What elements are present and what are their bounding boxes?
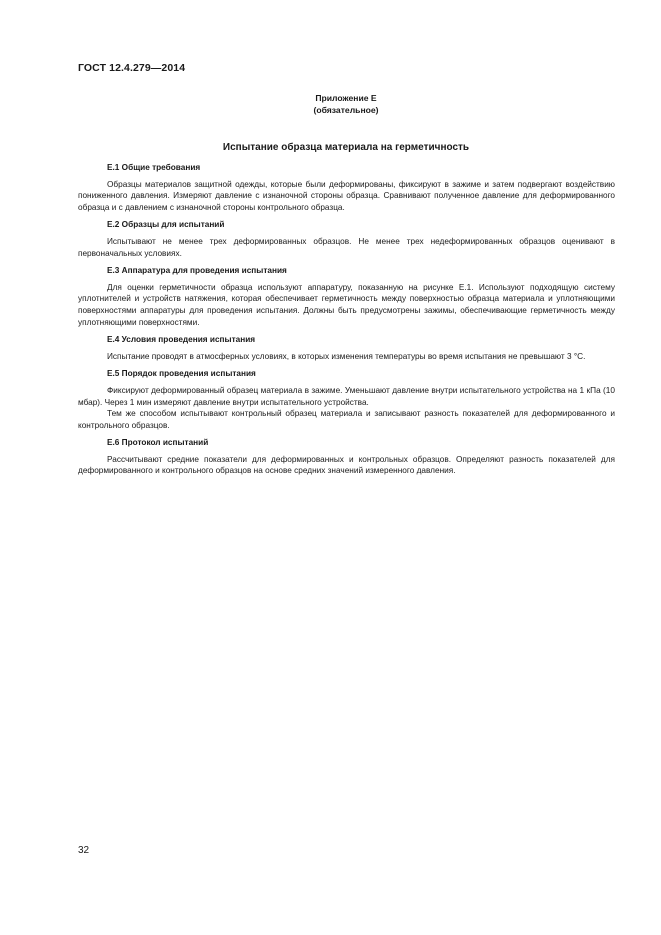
section-paragraph: Рассчитывают средние показатели для деформированных и контрольных образцов. Определяют разность показателей для деформированного и контрольного образцов на основе средних значений измеренного давления. — [78, 454, 615, 476]
annex-status: (обязательное) — [313, 105, 379, 115]
annex-label: Приложение Е — [315, 93, 377, 103]
document-code: ГОСТ 12.4.279—2014 — [78, 62, 186, 74]
section-heading-e4: Е.4 Условия проведения испытания — [107, 335, 256, 345]
section-heading-e5: Е.5 Порядок проведения испытания — [107, 369, 256, 379]
section-paragraph: Образцы материалов защитной одежды, которые были деформированы, фиксируют в зажиме и затем подвергают воздействию пониженного давления. Измеряют давление с изнаночной стороны образца. Сравнивают полученное давление для деформированного образца и с давлением с изнаночной стороны контрольного образца. — [78, 179, 615, 212]
section-heading-e3: Е.3 Аппаратура для проведения испытания — [107, 266, 287, 276]
section-paragraph: Тем же способом испытывают контрольный образец материала и записывают разность показателей для деформированного и контрольного образцов. — [78, 409, 615, 430]
page-number: 32 — [78, 845, 90, 856]
section-paragraph: Испытывают не менее трех деформированных образцов. Не менее трех недеформированных образцов оценивают в первоначальных условиях. — [78, 236, 615, 258]
section-paragraph: Испытание проводят в атмосферных условиях, в которых изменения температуры во время испытания не превышают 3 °С. — [107, 351, 586, 361]
document-body — [78, 162, 615, 477]
section-heading-e2: Е.2 Образцы для испытаний — [107, 220, 225, 230]
annex-title: Испытание образца материала на герметичность — [222, 142, 470, 153]
annex-heading — [246, 92, 446, 116]
section-paragraph: Для оценки герметичности образца используют аппаратуру, показанную на рисунке Е.1. Используют подходящую систему уплотнителей и устройств натяжения, которая обеспечивает герметичность между поверхностью образца материала и уплотняющими поверхностями аппаратуры для проведения испытания. Должны быть предусмотрены зажимы, обеспечивающие герметичность между уплотняющими поверхностями. — [78, 282, 615, 327]
section-heading-e1: Е.1 Общие требования — [107, 163, 201, 172]
section-heading-e6: Е.6 Протокол испытаний — [107, 438, 209, 448]
section-paragraph: Фиксируют деформированный образец материала в зажиме. Уменьшают давление внутри испытательного устройства на 1 кПа (10 мбар). Через 1 мин измеряют давление внутри испытательного устройства. — [78, 385, 615, 407]
